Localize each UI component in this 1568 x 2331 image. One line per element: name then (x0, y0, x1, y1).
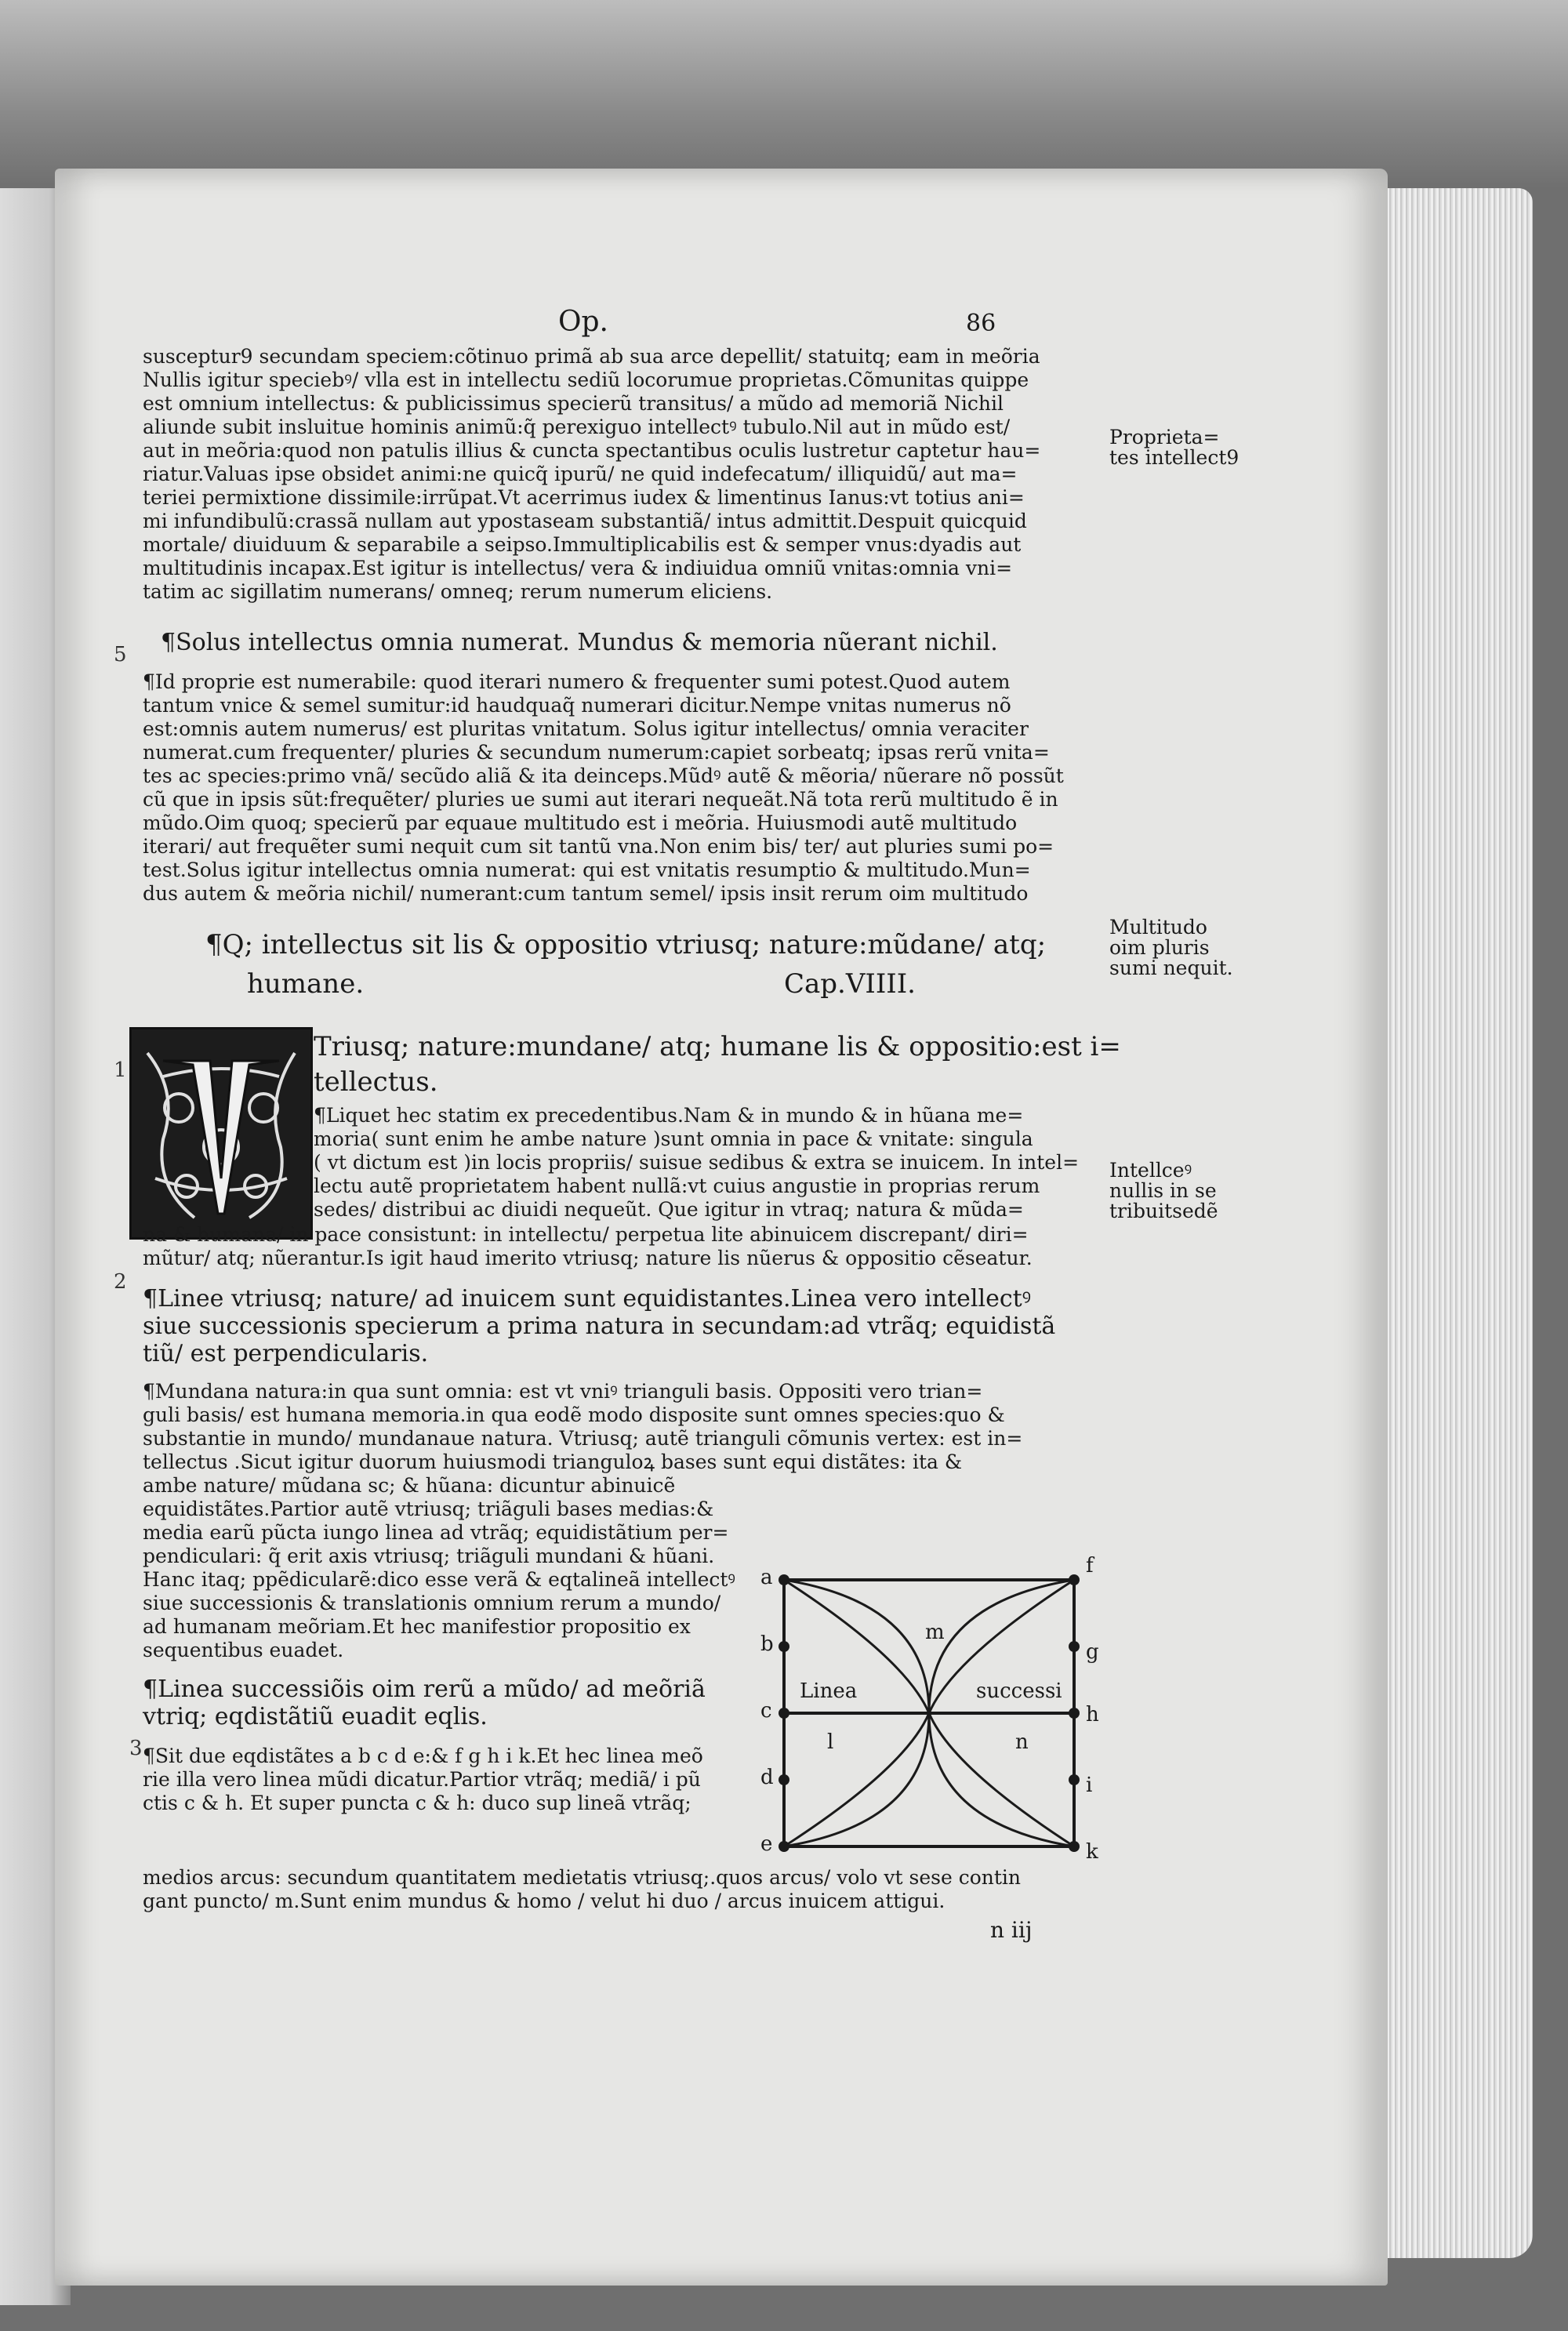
book-top-shadow (0, 0, 1568, 188)
text-line: gant puncto/ m.Sunt enim mundus & homo / velut hi duo / arcus inuicem attigui. (143, 1890, 946, 1912)
text-line: media earũ pũcta iungo linea ad vtrãq; equidistãtium per= (143, 1521, 729, 1544)
folio-number: 86 (966, 310, 996, 337)
text-line: Hanc itaq; ppẽdicularẽ:dico esse verã & eqtalineã intellectꝰ (143, 1568, 735, 1591)
decorated-initial (129, 1027, 313, 1240)
text-line: ¶Mundana natura:in qua sunt omnia: est vt vniꝰ trianguli basis. Oppositi vero trian= (143, 1380, 983, 1403)
label-l: l (827, 1730, 834, 1754)
text-line: equidistãtes.Partior autẽ vtriusq; triãguli bases medias:& (143, 1498, 714, 1520)
chapter-first-line: tellectus. (314, 1066, 438, 1098)
text-line: mũdo.Oim quoq; specierũ par equaue multitudo est i meõria. Huiusmodi autẽ multitudo (143, 811, 1018, 834)
text-line: mi infundibulũ:crassã nullam aut ypostaseam substantiã/ intus admittit.Despuit quicquid (143, 510, 1027, 532)
initial-ornament-icon (132, 1029, 310, 1237)
text-line: Nullis igitur speciebꝰ/ vlla est in intellectu sediũ locorumue proprietas.Cõmunitas quippe (143, 369, 1029, 391)
margin-number: 3 (129, 1737, 143, 1760)
label-m: m (925, 1621, 945, 1644)
text-line: aut in meõria:quod non patulis illius & cuncta spectantibus oculis lustretur captetur hau= (143, 439, 1041, 462)
text-line: moria( sunt enim he ambe nature )sunt omnia in pace & vnitate: singula (314, 1127, 1033, 1150)
text-line: ¶Sit due eqdistãtes a b c d e:& f g h i k.Et hec linea meõ (143, 1745, 703, 1767)
text-line: ambe nature/ mũdana sc; & hũana: dicuntur abinuicẽ (143, 1474, 676, 1497)
text-line: susceptur9 secundam speciem:cõtinuo primã ab sua arce depellit/ statuitq; eam in meõria (143, 345, 1040, 368)
text-line: test.Solus igitur intellectus omnia numerat: qui est vnitatis resumptio & multitudo.Mun= (143, 859, 1031, 881)
proposition-heading: tiũ/ est perpendicularis. (143, 1340, 429, 1367)
chapter-number: Cap.VIIII. (784, 968, 916, 1000)
geometric-diagram (749, 1556, 1117, 1878)
label-linea: Linea (800, 1679, 858, 1703)
text-line: aliunde subit insluitue hominis animũ:q̃ perexiguo intellectꝰ tubulo.Nil aut in mũdo est/ (143, 416, 1011, 438)
label-n: n (1015, 1730, 1029, 1754)
text-line: substantie in mundo/ mundanaue natura. Vtriusq; autẽ trianguli cõmunis vertex: est in= (143, 1427, 1023, 1450)
text-line: pendiculari: q̃ erit axis vtriusq; triãguli mundani & hũani. (143, 1545, 715, 1567)
text-line: numerat.cum frequenter/ pluries & secundum numerum:capiet sorbeatq; ipsas rerũ vnita= (143, 741, 1050, 764)
label-a: a (760, 1566, 773, 1589)
text-line: rie illa vero linea mũdi dicatur.Partior vtrãq; mediã/ i pũ (143, 1768, 701, 1791)
marginal-note: Proprieta= tes intellect9 (1109, 426, 1240, 469)
chapter-heading-cont: humane. (247, 968, 365, 1000)
text-line: teriei permixtione dissimile:irrũpat.Vt acerrimus iudex & limentinus Ianus:vt totius ani= (143, 486, 1025, 509)
text-line: ¶Id proprie est numerabile: quod iterari numero & frequenter sumi potest.Quod autem (143, 670, 1011, 693)
label-g: g (1086, 1640, 1099, 1664)
chapter-heading: ¶Q; intellectus sit lis & oppositio vtriusq; nature:mũdane/ atq; (205, 929, 1047, 960)
text-line: ( vt dictum est )in locis propriis/ suisue sedibus & extra se inuicem. In intel= (314, 1151, 1080, 1174)
margin-number: 2 (114, 1270, 127, 1294)
text-line: cũ que in ipsis sũt:frequẽter/ pluries ue sumi aut iterari nequeãt.Nã tota rerũ multitudo ẽ in (143, 788, 1058, 811)
running-head: Op. (558, 306, 609, 338)
text-line: est:omnis autem numerus/ est pluritas vnitatum. Solus igitur intellectus/ omnia veraciter (143, 717, 1029, 740)
text-line: ¶Liquet hec statim ex precedentibus.Nam & in mundo & in hũana me= (314, 1104, 1024, 1127)
marginal-note: Multitudo oim pluris sumi nequit. (1109, 916, 1233, 979)
text-line: riatur.Valuas ipse obsidet animi:ne quicq̃ ipurũ/ ne quid indefecatum/ illiquidũ/ aut ma= (143, 463, 1018, 485)
margin-number: 5 (114, 643, 127, 666)
text-line: tantum vnice & semel sumitur:id haudquaq̃ numerari dicitur.Nempe vnitas numerus nõ (143, 694, 1011, 717)
text-line: tatim ac sigillatim numerans/ omneq; rerum numerum eliciens. (143, 580, 773, 603)
label-i: i (1086, 1774, 1093, 1797)
proposition-heading: siue successionis specierum a prima natura in secundam:ad vtrãq; equidistã (143, 1313, 1056, 1340)
text-line: mortale/ diuiduum & separabile a seipso.Immultiplicabilis est & semper vnus:dyadis aut (143, 533, 1022, 556)
text-line: tellectus .Sicut igitur duorum huiusmodi trianguloꝝ bases sunt equi distãtes: ita & (143, 1451, 963, 1473)
marginal-note: Intellceꝰ nullis in se tribuitsedẽ (1109, 1159, 1218, 1222)
label-b: b (760, 1632, 774, 1656)
label-f: f (1086, 1556, 1094, 1578)
label-k: k (1086, 1840, 1098, 1864)
label-successi: successi (976, 1679, 1062, 1703)
text-line: sequentibus euadet. (143, 1639, 344, 1661)
text-line: siue successionis & translationis omnium rerum a mundo/ (143, 1592, 721, 1614)
label-e: e (760, 1832, 773, 1856)
margin-number: 1 (114, 1058, 127, 1082)
text-line: mũtur/ atq; nũerantur.Is igit haud imerito vtriusq; nature lis nũerus & oppositio cẽseatur. (143, 1247, 1033, 1269)
signature-mark: n iij (990, 1917, 1033, 1943)
text-line: na & humana/ in pace consistunt: in intellectu/ perpetua lite abinuicem discrepant/ diri= (143, 1223, 1029, 1246)
label-c: c (760, 1699, 772, 1723)
text-line: ad humanam meõriam.Et hec manifestior propositio ex (143, 1615, 691, 1638)
text-line: guli basis/ est humana memoria.in qua eodẽ modo disposite sunt omnes species:quo & (143, 1403, 1005, 1426)
text-line: medios arcus: secundum quantitatem medietatis vtriusq;.quos arcus/ volo vt sese contin (143, 1866, 1022, 1889)
proposition-heading: ¶Linea successiõis oim rerũ a mũdo/ ad meõriã (143, 1676, 706, 1703)
text-line: iterari/ aut frequẽter sumi nequit cum sit tantũ vna.Non enim bis/ ter/ aut pluries sumi po= (143, 835, 1054, 858)
page-fore-edge (1376, 188, 1533, 2258)
text-line: est omnium intellectus: & publicissimus specierũ transitus/ a mũdo ad memoriã Nichil (143, 392, 1004, 415)
text-line: lectu autẽ proprietatem habent nullã:vt cuius angustie in proprias rerum (314, 1175, 1040, 1197)
proposition-heading: ¶Linee vtriusq; nature/ ad inuicem sunt equidistantes.Linea vero intellectꝰ (143, 1285, 1032, 1313)
proposition-heading: vtriq; eqdistãtiũ euadit eqlis. (143, 1703, 488, 1730)
text-line: dus autem & meõria nichil/ numerant:cum tantum semel/ ipsis insit rerum oim multitudo (143, 882, 1029, 905)
proposition-heading: ¶Solus intellectus omnia numerat. Mundus & memoria nũerant nichil. (161, 629, 998, 656)
text-line: ctis c & h. Et super puncta c & h: duco sup lineã vtrãq; (143, 1792, 691, 1814)
chapter-first-line: Triusq; nature:mundane/ atq; humane lis & oppositio:est i= (314, 1031, 1121, 1062)
text-line: multitudinis incapax.Est igitur is intellectus/ vera & indiuidua omniũ vnitas:omnia vni= (143, 557, 1013, 579)
text-line: tes ac species:primo vnã/ secũdo aliã & ita deinceps.Mũdꝰ autẽ & mẽoria/ nũerare nõ possũt (143, 764, 1064, 787)
label-h: h (1086, 1703, 1099, 1726)
label-d: d (760, 1766, 774, 1789)
text-line: sedes/ distribui ac diuidi nequeũt. Que igitur in vtraq; natura & mũda= (314, 1198, 1024, 1221)
